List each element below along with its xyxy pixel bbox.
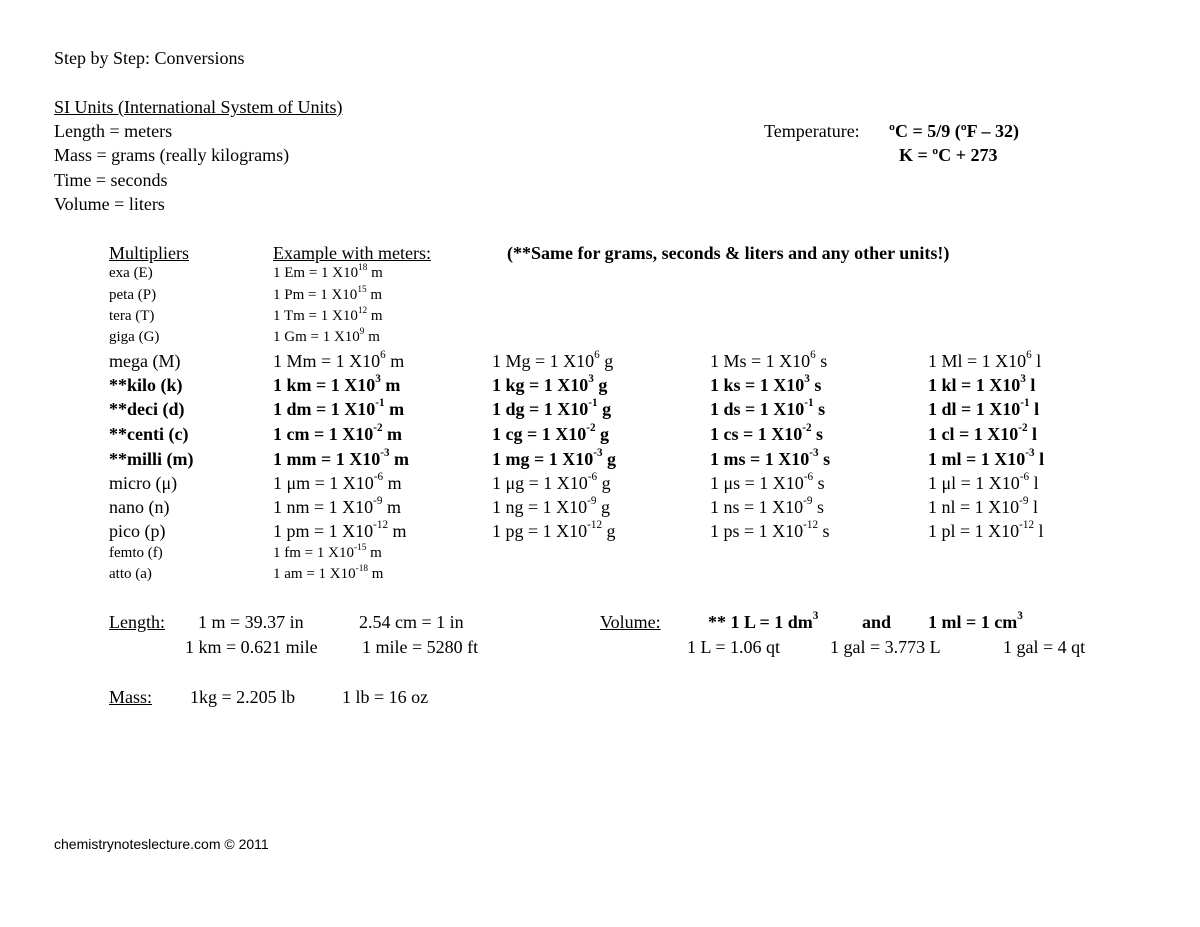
multiplier-prefix: **centi (c)	[109, 424, 189, 444]
multiplier-prefix: mega (M)	[109, 351, 181, 371]
length-conversion: 1 m = 39.37 in	[198, 612, 304, 632]
meter-conversion: 1 fm = 1 $X10^{-15}$ m	[273, 542, 382, 561]
liter-conversion: 1 nl = 1 $X10^{-9}$ l	[928, 495, 1038, 517]
volume-conversion: 1 gal = 4 qt	[1003, 637, 1086, 657]
gram-conversion: 1 μg = 1 $X10^{-6}$ g	[492, 471, 611, 493]
second-conversion: 1 ms = 1 $X10^{-3}$ s	[710, 447, 831, 469]
meter-conversion: 1 cm = 1 $X10^{-2}$ m	[273, 422, 403, 444]
meter-conversion: 1 km = 1 $X10^3$ m	[273, 373, 401, 395]
multiplier-prefix: pico (p)	[109, 521, 166, 541]
liter-conversion: 1 Ml = 1 $X10^6$ l	[928, 349, 1042, 371]
multiplier-prefix: exa (E)	[109, 265, 153, 281]
meter-conversion: 1 μm = 1 $X10^{-6}$ m	[273, 471, 402, 493]
multiplier-prefix: **milli (m)	[109, 449, 194, 469]
gram-conversion: 1 cg = 1 $X10^{-2}$ g	[492, 422, 610, 444]
footer-copyright: chemistrynoteslecture.com © 2011	[54, 836, 269, 852]
volume-conversion: ** 1 L = 1 $dm^3$	[708, 610, 819, 632]
example-header: Example with meters:	[273, 243, 431, 263]
multiplier-prefix: femto (f)	[109, 545, 163, 561]
page-title: Step by Step: Conversions	[54, 48, 245, 68]
second-conversion: 1 ps = 1 $X10^{-12}$ s	[710, 519, 830, 541]
gram-conversion: 1 Mg = 1 $X10^6$ g	[492, 349, 614, 371]
liter-conversion: 1 cl = 1 $X10^{-2}$ l	[928, 422, 1038, 444]
meter-conversion: 1 Pm = 1 $X10^{15}$ m	[273, 284, 383, 303]
second-conversion: 1 Ms = 1 $X10^6$ s	[710, 349, 828, 371]
second-conversion: 1 ds = 1 $X10^{-1}$ s	[710, 397, 826, 419]
meter-conversion: 1 pm = 1 $X10^{-12}$ m	[273, 519, 407, 541]
length-conversion: 2.54 cm = 1 in	[359, 612, 464, 632]
meter-conversion: 1 Em = 1 $X10^{18}$ m	[273, 262, 383, 281]
meter-conversion: 1 am = 1 $X10^{-18}$ m	[273, 563, 384, 582]
meter-conversion: 1 Mm = 1 $X10^6$ m	[273, 349, 405, 371]
multiplier-prefix: tera (T)	[109, 308, 155, 324]
gram-conversion: 1 kg = 1 $X10^3$ g	[492, 373, 608, 395]
second-conversion: 1 μs = 1 $X10^{-6}$ s	[710, 471, 825, 493]
meter-conversion: 1 Gm = 1 $X10^9$ m	[273, 326, 380, 345]
si-time: Time = seconds	[54, 170, 168, 190]
mass-label: Mass:	[109, 687, 153, 707]
second-conversion: 1 ns = 1 $X10^{-9}$ s	[710, 495, 824, 517]
multiplier-prefix: peta (P)	[109, 287, 157, 303]
si-length: Length = meters	[54, 121, 173, 141]
gram-conversion: 1 pg = 1 $X10^{-12}$ g	[492, 519, 616, 541]
volume-conversion: 1 L = 1.06 qt	[687, 637, 780, 657]
liter-conversion: 1 ml = 1 $X10^{-3}$ l	[928, 447, 1045, 469]
meter-conversion: 1 dm = 1 $X10^{-1}$ m	[273, 397, 405, 419]
si-mass: Mass = grams (really kilograms)	[54, 145, 290, 165]
liter-conversion: 1 kl = 1 $X10^3$ l	[928, 373, 1036, 395]
si-heading: SI Units (International System of Units)	[54, 97, 343, 117]
multiplier-prefix: atto (a)	[109, 566, 152, 582]
si-volume: Volume = liters	[54, 194, 165, 214]
multiplier-prefix: **deci (d)	[109, 399, 185, 419]
volume-conversion: 1 ml = 1 $cm^3$	[928, 610, 1023, 632]
length-label: Length:	[109, 612, 165, 632]
meter-conversion: 1 nm = 1 $X10^{-9}$ m	[273, 495, 401, 517]
mass-conversion: 1 lb = 16 oz	[342, 687, 429, 707]
multiplier-prefix: **kilo (k)	[109, 375, 183, 395]
volume-and: and	[862, 612, 892, 632]
multipliers-header: Multipliers	[109, 243, 189, 263]
length-conversion: 1 mile = 5280 ft	[362, 637, 479, 657]
meter-conversion: 1 Tm = 1 $X10^{12}$ m	[273, 305, 383, 324]
volume-label: Volume:	[600, 612, 661, 632]
liter-conversion: 1 pl = 1 $X10^{-12}$ l	[928, 519, 1044, 541]
gram-conversion: 1 mg = 1 $X10^{-3}$ g	[492, 447, 617, 469]
second-conversion: 1 ks = 1 $X10^3$ s	[710, 373, 822, 395]
temperature-formula-celsius: ºC = 5/9 (ºF – 32)	[889, 121, 1019, 141]
mass-conversion: 1kg = 2.205 lb	[190, 687, 296, 707]
temperature-label: Temperature:	[764, 121, 860, 141]
liter-conversion: 1 μl = 1 $X10^{-6}$ l	[928, 471, 1039, 493]
length-conversion: 1 km = 0.621 mile	[185, 637, 318, 657]
multiplier-prefix: giga (G)	[109, 329, 160, 345]
volume-conversion: 1 gal = 3.773 L	[830, 637, 941, 657]
temperature-formula-kelvin: K = ºC + 273	[899, 145, 998, 165]
same-units-note: (**Same for grams, seconds & liters and any other units!)	[507, 243, 950, 263]
multiplier-prefix: nano (n)	[109, 497, 170, 517]
second-conversion: 1 cs = 1 $X10^{-2}$ s	[710, 422, 824, 444]
multiplier-prefix: micro (μ)	[109, 473, 178, 493]
gram-conversion: 1 dg = 1 $X10^{-1}$ g	[492, 397, 612, 419]
meter-conversion: 1 mm = 1 $X10^{-3}$ m	[273, 447, 410, 469]
gram-conversion: 1 ng = 1 $X10^{-9}$ g	[492, 495, 610, 517]
liter-conversion: 1 dl = 1 $X10^{-1}$ l	[928, 397, 1040, 419]
